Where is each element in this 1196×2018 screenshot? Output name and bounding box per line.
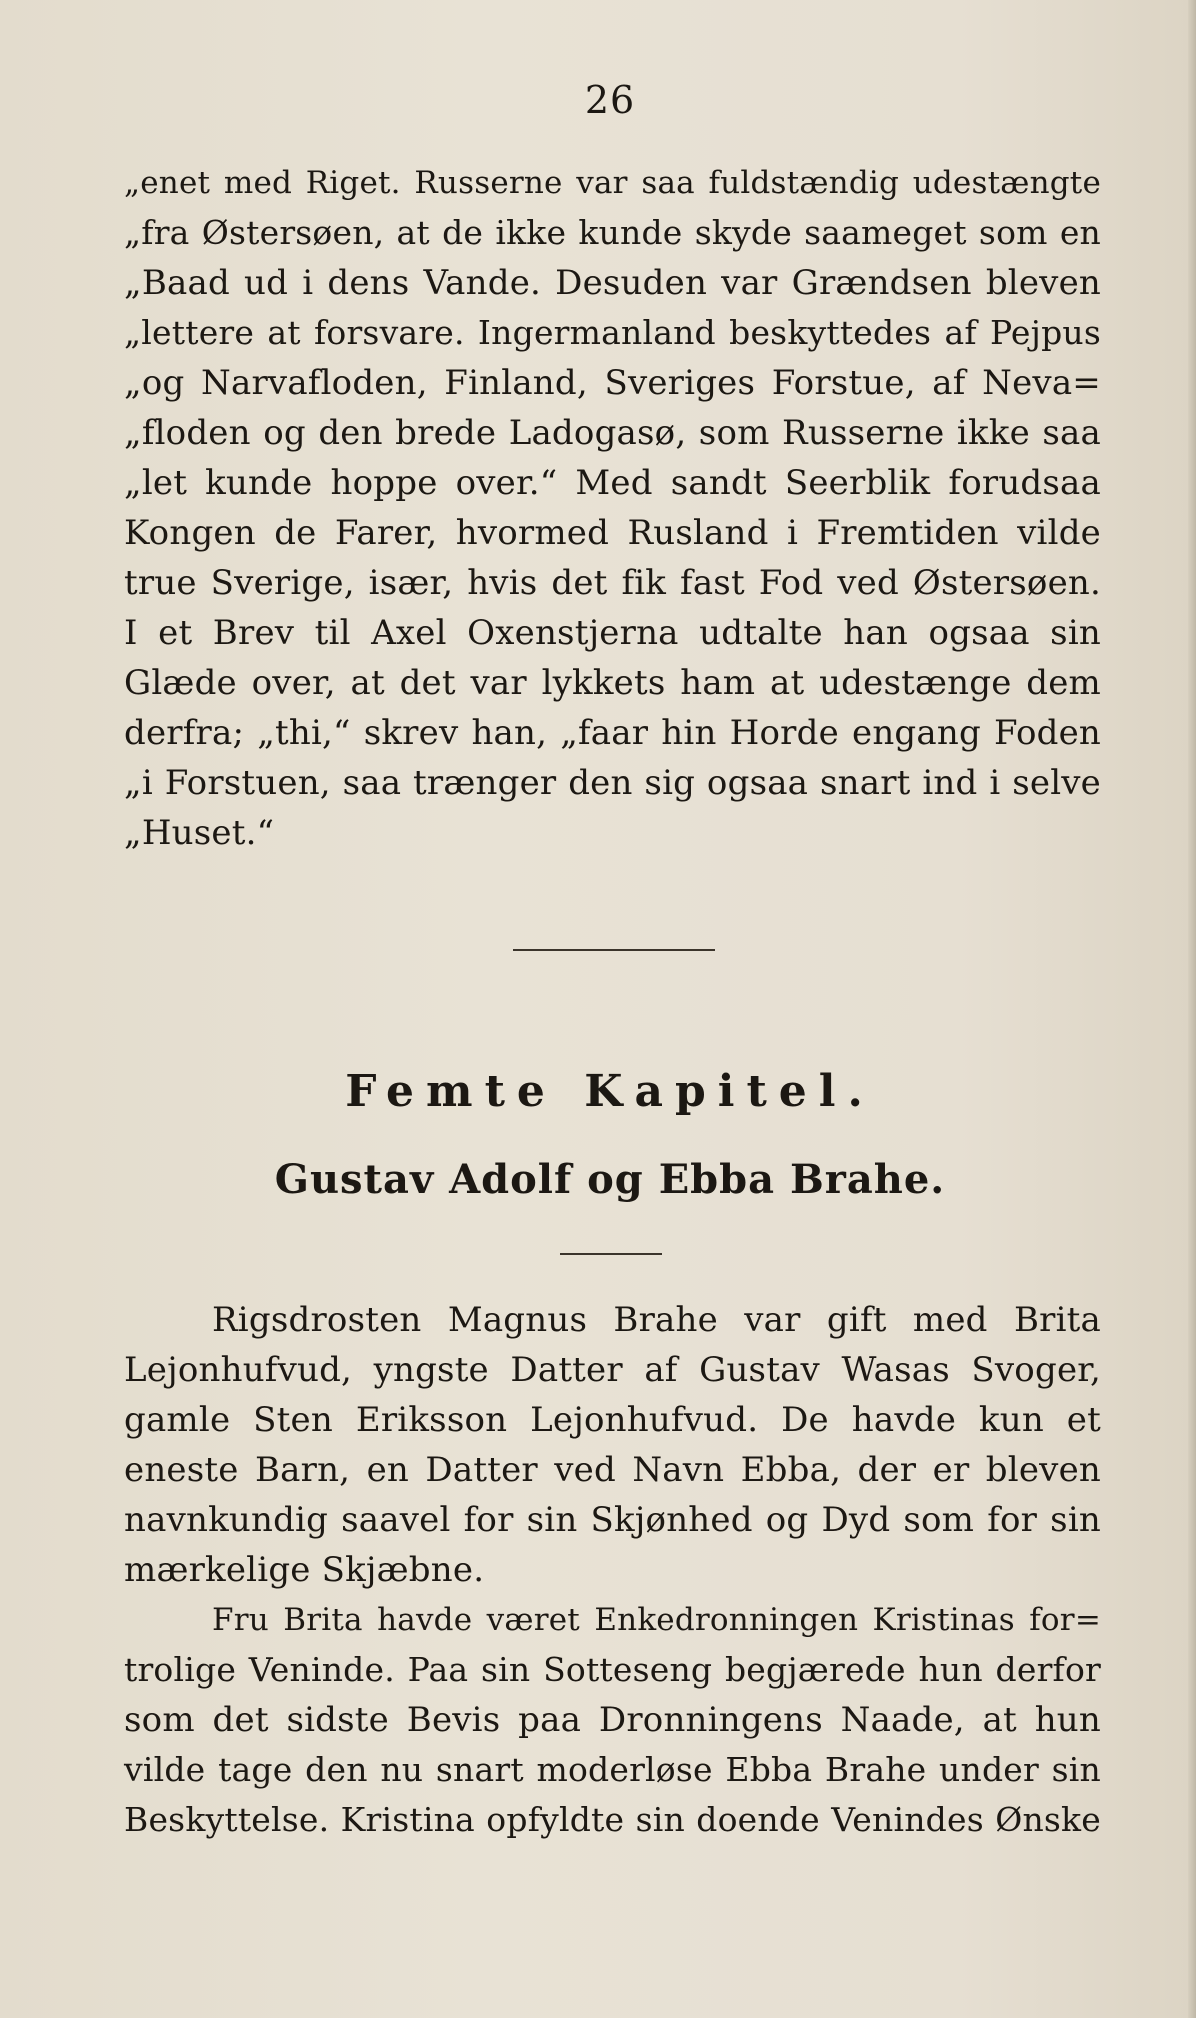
text-line: „fra Østersøen, at de ikke kunde skyde saameget som en: [124, 213, 1101, 252]
text-line: „Huset.“: [124, 813, 275, 853]
text-line: Lejonhufvud, yngste Datter af Gustav Wasas Svoger,: [124, 1350, 1101, 1390]
text-line: derfra; „thi,“ skrev han, „faar hin Horde engang Foden: [124, 713, 1101, 753]
text-line: trolige Veninde. Paa sin Sotteseng begjærede hun derfor: [124, 1650, 1101, 1689]
text-line: som det sidste Bevis paa Dronningens Naade, at hun: [124, 1700, 1101, 1740]
text-line: Beskyttelse. Kristina opfyldte sin doende Venindes Ønske: [124, 1800, 1101, 1839]
section-divider: [513, 949, 715, 951]
page-edge: [1188, 0, 1196, 2018]
text-line: Rigsdrosten Magnus Brahe var gift med Brita: [212, 1300, 1101, 1340]
text-line: „let kunde hoppe over.“ Med sandt Seerblik forudsaa: [124, 463, 1101, 503]
text-line: „Baad ud i dens Vande. Desuden var Grændsen bleven: [124, 263, 1101, 303]
text-line: gamle Sten Eriksson Lejonhufvud. De havde kun et: [124, 1400, 1101, 1440]
paragraph-block-continued: [124, 158, 1101, 858]
text-line: mærkelige Skjæbne.: [124, 1550, 485, 1590]
paragraph-block-chapter: [124, 1295, 1101, 1845]
chapter-subtitle: Gustav Adolf og Ebba Brahe.: [274, 1156, 946, 1203]
text-line: navnkundig saavel for sin Skjønhed og Dyd som for sin: [124, 1500, 1101, 1540]
chapter-title: Femte Kapitel.: [345, 1066, 875, 1117]
text-line: „lettere at forsvare. Ingermanland beskyttedes af Pejpus: [124, 313, 1101, 352]
text-line: I et Brev til Axel Oxenstjerna udtalte han ogsaa sin: [124, 613, 1101, 653]
text-line: eneste Barn, en Datter ved Navn Ebba, der er bleven: [124, 1450, 1101, 1490]
text-line: Glæde over, at det var lykkets ham at udestænge dem: [124, 663, 1101, 703]
page-number: 26: [584, 78, 636, 122]
title-divider: [560, 1253, 662, 1255]
text-line: Kongen de Farer, hvormed Rusland i Fremtiden vilde: [124, 513, 1101, 553]
text-line: „enet med Riget. Russerne var saa fuldstændig udestængte: [124, 165, 1101, 201]
text-line: Fru Brita havde været Enkedronningen Kristinas for=: [212, 1602, 1101, 1638]
text-line: „og Narvafloden, Finland, Sveriges Forstue, af Neva=: [124, 363, 1101, 403]
text-line: „i Forstuen, saa trænger den sig ogsaa snart ind i selve: [124, 763, 1101, 803]
text-line: true Sverige, især, hvis det fik fast Fod ved Østersøen.: [124, 563, 1101, 603]
text-line: vilde tage den nu snart moderløse Ebba Brahe under sin: [124, 1750, 1101, 1789]
text-line: „floden og den brede Ladogasø, som Russerne ikke saa: [124, 413, 1101, 453]
